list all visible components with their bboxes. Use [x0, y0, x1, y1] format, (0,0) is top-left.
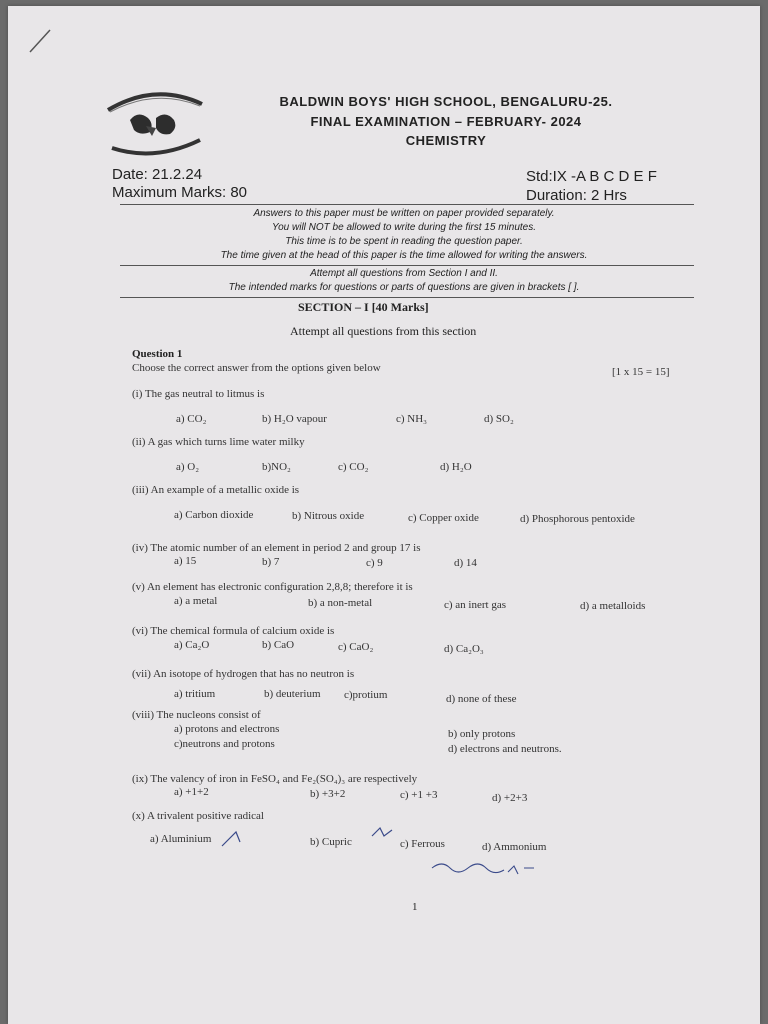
standard: Std:IX -A B C D E F [526, 168, 657, 185]
question-title: Question 1 [132, 348, 183, 360]
option: a) Aluminium [150, 833, 212, 845]
instruction-line: This time is to be spent in reading the question paper. [285, 236, 523, 247]
option: d) +2+3 [492, 792, 528, 804]
exam-date: Date: 21.2.24 [112, 166, 203, 183]
option: d) Ca₂O₃ [444, 643, 484, 655]
option: a) Carbon dioxide [174, 509, 254, 521]
exam-title: FINAL EXAMINATION – FEBRUARY- 2024 [310, 114, 582, 129]
handwritten-mark [218, 826, 258, 856]
question-item: (vi) The chemical formula of calcium oxide is [132, 625, 335, 637]
option: a) CO₂ [176, 413, 207, 425]
question-item: (ii) A gas which turns lime water milky [132, 436, 305, 448]
exam-paper [8, 6, 760, 1024]
school-name: BALDWIN BOYS' HIGH SCHOOL, BENGALURU-25. [279, 94, 613, 109]
option: b) only protons [448, 728, 516, 740]
option: a) protons and electrons [174, 723, 280, 735]
option: a) +1+2 [174, 786, 209, 798]
page-number: 1 [412, 901, 418, 913]
option: d) SO₂ [484, 413, 514, 425]
handwritten-note [428, 854, 558, 884]
instruction-line: You will NOT be allowed to write during the first 15 minutes. [271, 222, 536, 233]
option: d) electrons and neutrons. [448, 743, 562, 755]
option: b) 7 [262, 556, 280, 568]
option: b) CaO [262, 639, 295, 651]
option: b) +3+2 [310, 788, 346, 800]
question-item: (iv) The atomic number of an element in period 2 and group 17 is [132, 542, 421, 554]
instruction-line: Answers to this paper must be written on paper provided separately. [253, 208, 555, 219]
duration: Duration: 2 Hrs [526, 187, 627, 204]
option: a) Ca₂O [174, 639, 210, 651]
instruction-line: The intended marks for questions or parts of questions are given in brackets [ ]. [228, 282, 580, 293]
option: c) +1 +3 [400, 789, 438, 801]
question-item: (iii) An example of a metallic oxide is [132, 484, 300, 496]
option: d) 14 [454, 557, 477, 569]
option: c) CaO₂ [338, 641, 374, 653]
option: b) a non-metal [308, 597, 373, 609]
option: b) deuterium [264, 688, 321, 700]
option: a) a metal [174, 595, 218, 607]
option: b) Nitrous oxide [292, 510, 365, 522]
instruction-line: The time given at the head of this paper is the time allowed for writing the answers. [220, 250, 588, 261]
question-marks: [1 x 15 = 15] [612, 366, 670, 378]
divider [120, 265, 694, 266]
option: c) an inert gas [444, 599, 506, 611]
option: a) 15 [174, 555, 197, 567]
option: c)protium [344, 689, 388, 701]
subject-title: CHEMISTRY [405, 133, 487, 148]
option: b) Cupric [310, 836, 352, 848]
option: d) Ammonium [482, 841, 547, 853]
instruction-line: Attempt all questions from Section I and II. [310, 268, 498, 279]
question-item: (v) An element has electronic configuration 2,8,8; therefore it is [132, 581, 413, 593]
pen-stroke-mark [26, 26, 56, 56]
question-instruction: Choose the correct answer from the options given below [132, 362, 381, 374]
option: b) H₂O vapour [262, 413, 327, 425]
question-item: (i) The gas neutral to litmus is [132, 388, 265, 400]
option: c) NH₃ [396, 413, 428, 425]
option: d) a metalloids [580, 600, 646, 612]
option: d) Phosphorous pentoxide [520, 513, 635, 525]
question-item: (viii) The nucleons consist of [132, 709, 261, 721]
option: c) Copper oxide [408, 512, 479, 524]
divider [120, 297, 694, 298]
option: a) O₂ [176, 461, 200, 473]
option: a) tritium [174, 688, 216, 700]
option: c)neutrons and protons [174, 738, 275, 750]
divider [120, 204, 694, 205]
school-crest-logo [100, 82, 210, 164]
question-item: (vii) An isotope of hydrogen that has no neutron is [132, 668, 355, 680]
option: c) Ferrous [400, 838, 445, 850]
option: d) H₂O [440, 461, 472, 473]
question-item: (x) A trivalent positive radical [132, 810, 264, 822]
section-subtitle: Attempt all questions from this section [290, 324, 477, 338]
handwritten-mark [368, 824, 398, 844]
section-title: SECTION – I [40 Marks] [298, 300, 429, 314]
maximum-marks: Maximum Marks: 80 [112, 184, 248, 201]
option: c) CO₂ [338, 461, 369, 473]
question-item: (ix) The valency of iron in FeSO₄ and Fe₂(SO₄)₃ are respectively [132, 773, 418, 785]
option: d) none of these [446, 693, 517, 705]
option: b)NO₂ [262, 461, 291, 473]
option: c) 9 [366, 557, 383, 569]
